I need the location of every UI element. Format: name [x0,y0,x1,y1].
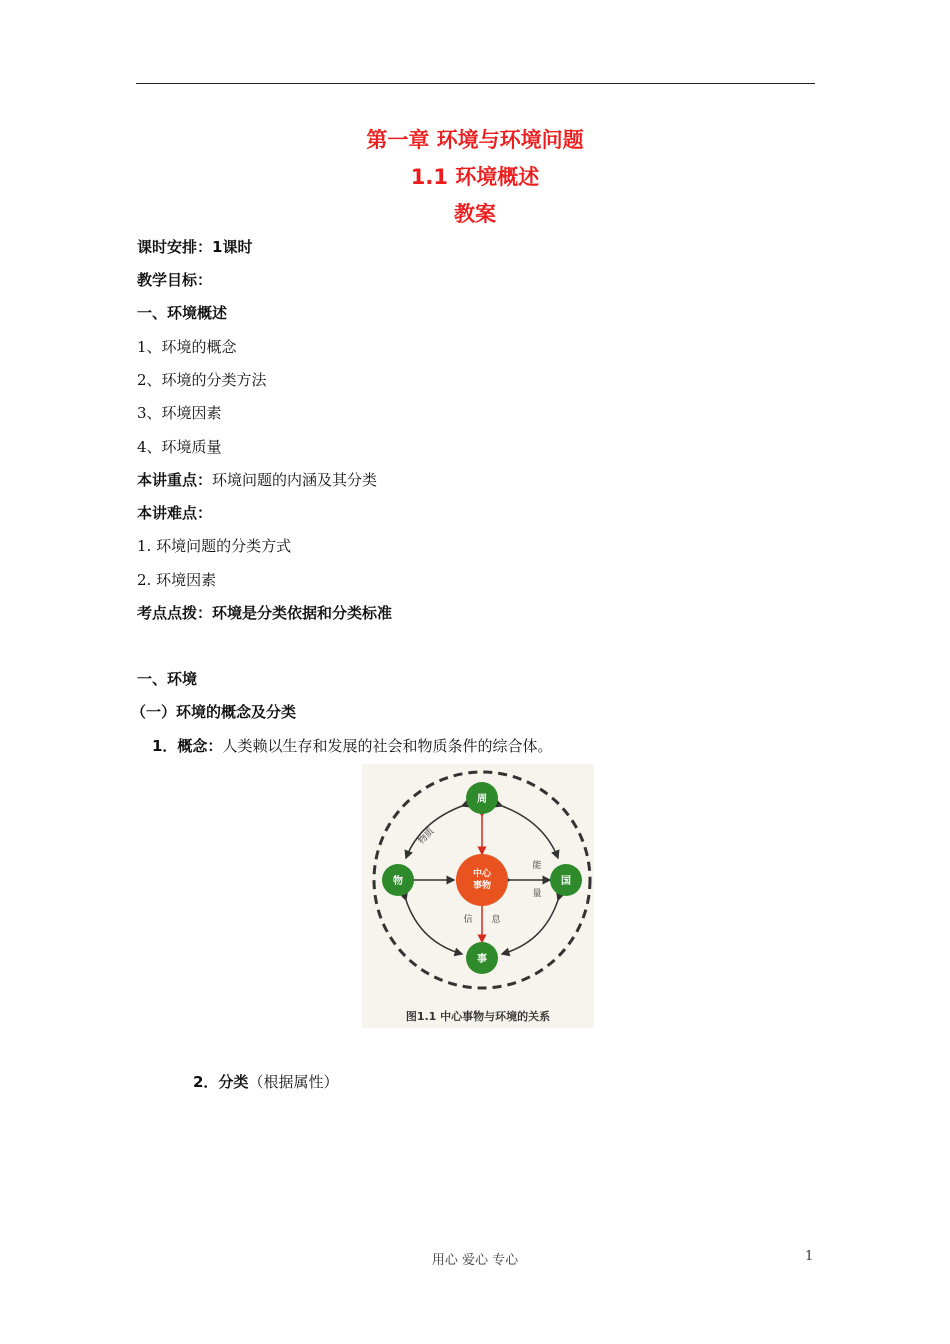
bottom-node-label: 事 [477,954,487,965]
page-number: 1 [805,1249,814,1264]
arc-label-bottom-1: 信 [463,915,473,925]
key-point-label: 本讲重点： [137,471,213,489]
center-label-line2: 事物 [472,881,492,891]
objective-item: 4、环境质量 [137,438,222,456]
key-point-value: 环境问题的内涵及其分类 [212,471,378,489]
right-node-label: 国 [561,876,571,887]
objectives-heading: 一、环境概述 [137,304,228,322]
arc-label-left: 物质 [416,826,437,847]
left-node-label: 物 [393,876,403,887]
arc-label-right-2: 量 [532,889,542,899]
doc-type-title: 教案 [454,202,496,226]
footer-motto: 用心 爱心 专心 [431,1253,519,1268]
arc-label-bottom-2: 息 [491,915,501,925]
exam-tip: 考点点拨：环境是分类依据和分类标准 [137,604,393,622]
section-one-heading: 一、环境 [137,670,198,688]
objective-item: 2、环境的分类方法 [137,371,267,389]
top-node-label: 周 [477,794,487,805]
classification-note: （根据属性） [248,1073,339,1091]
center-label-line1: 中心 [472,869,492,879]
objective-item: 1、环境的概念 [137,338,237,356]
concept-line [152,735,552,756]
schedule-label: 课时安排： [137,238,213,256]
relation-diagram [362,764,594,1004]
objective-item: 3、环境因素 [137,404,222,422]
figure-caption: 图1.1 中心事物与环境的关系 [405,1010,551,1023]
objectives-label: 教学目标： [137,271,213,289]
schedule-value: 1课时 [212,238,253,256]
difficulty-item: 1. 环境问题的分类方式 [137,537,292,555]
classification-label: 2．分类 [193,1073,249,1091]
subsection-one-heading: （一）环境的概念及分类 [131,703,297,721]
concept-text: 人类赖以生存和发展的社会和物质条件的综合体。 [222,737,553,755]
header-rule [136,83,815,84]
classification-line [193,1071,338,1092]
arc-top-right [502,806,558,858]
arc-bottom-left [406,900,462,954]
chapter-title: 第一章 环境与环境问题 [366,128,584,152]
arc-label-right-1: 能 [532,861,542,871]
environment-relation-figure [362,764,594,1028]
difficulty-item: 2. 环境因素 [137,571,217,589]
key-point-line [137,469,377,490]
difficulty-label: 本讲难点： [137,504,213,522]
arc-bottom-right [502,900,558,954]
concept-label: 1．概念： [152,737,223,755]
schedule-line [137,236,252,257]
center-node [456,854,508,906]
section-title: 1.1 环境概述 [410,165,540,189]
